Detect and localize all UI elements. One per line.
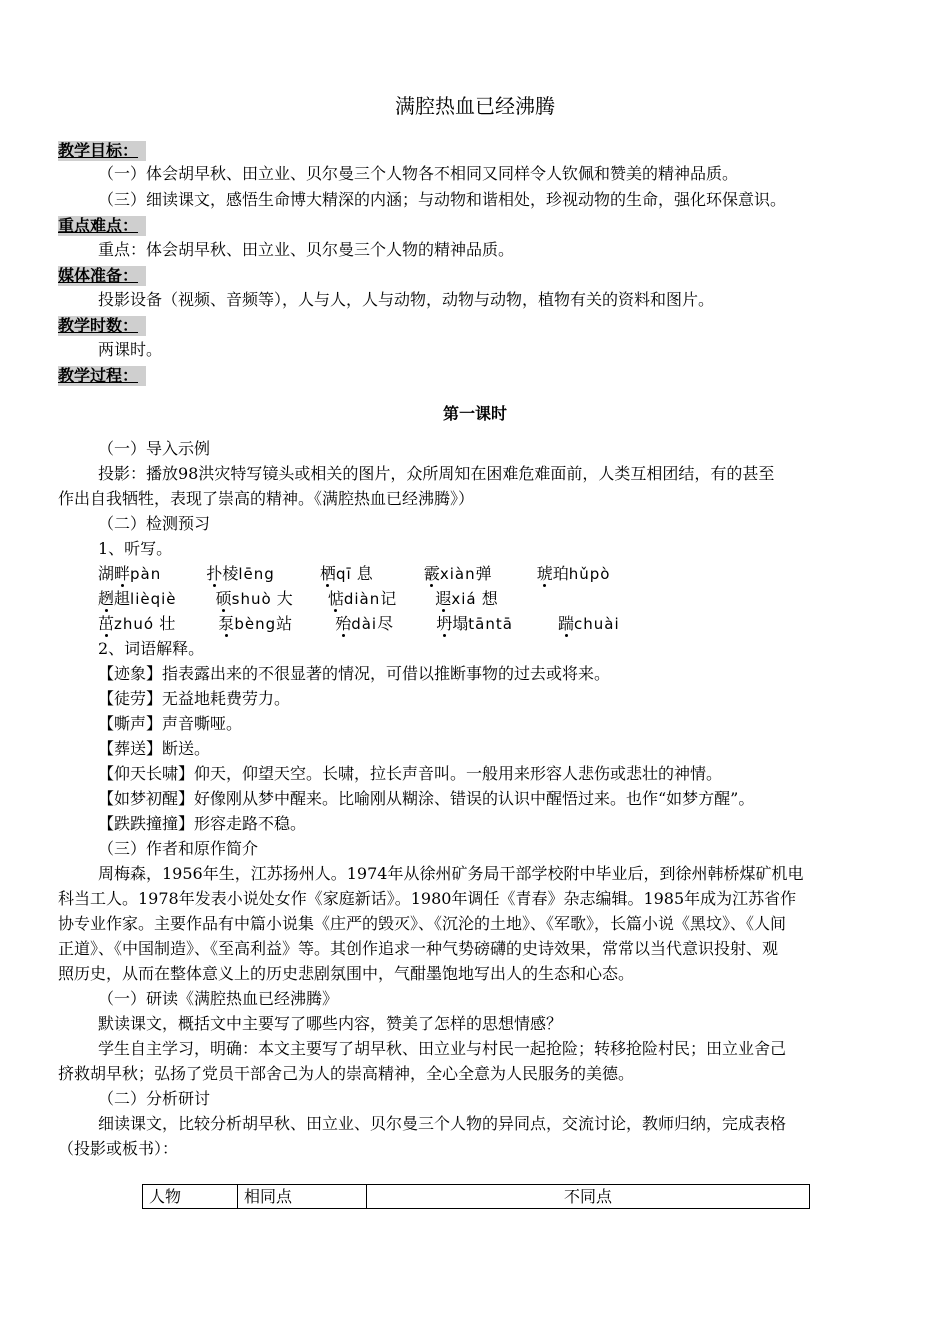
word-shuoda: 硕shuò 大 xyxy=(215,589,293,608)
author-label: （三）作者和原作简介 xyxy=(98,839,259,858)
pinyin-row-3 xyxy=(98,613,620,635)
author-text-2: 科当工人。1978年发表小说处女作《家庭新话》。1980年调任《青春》杂志编辑。1985年成为江苏省作 xyxy=(58,889,797,908)
intro-label: （一）导入示例 xyxy=(98,439,211,458)
heading-process: 教学过程： xyxy=(58,366,146,386)
study-question: 默读课文，概括文中主要写了哪些内容，赞美了怎样的思想情感？ xyxy=(98,1014,563,1033)
vocab-item: 【迹象】指表露出来的不很显著的情况，可借以推断事物的过去或将来。 xyxy=(98,664,611,683)
study-label: （一）研读《满腔热血已经沸腾》 xyxy=(98,989,339,1008)
vocab-item: 【徒劳】无益地耗费劳力。 xyxy=(98,689,291,708)
word-dianji: 惦diàn记 xyxy=(327,589,397,608)
word-qixi: 栖qī 息 xyxy=(319,564,373,583)
analysis-text-2: （投影或板书）： xyxy=(58,1139,179,1158)
author-text-5: 照历史，从而在整体意义上的历史悲剧氛围中，气酣墨饱地写出人的生态和心态。 xyxy=(58,964,635,983)
word-daijin: 殆dài尽 xyxy=(335,614,394,633)
word-chuai: 踹chuài xyxy=(558,614,620,633)
table-header-person: 人物 xyxy=(143,1185,238,1209)
table-header-diff: 不同点 xyxy=(367,1185,810,1209)
vocab-item: 【如梦初醒】好像刚从梦中醒来。比喻刚从糊涂、错误的认识中醒悟过来。也作“如梦方醒”。 xyxy=(98,789,755,808)
author-text-4: 正道》、《中国制造》、《至高利益》等。其创作追求一种气势磅礴的史诗效果，常常以当代意识投射、观 xyxy=(58,939,779,958)
vocab-item: 【跌跌撞撞】形容走路不稳。 xyxy=(98,814,307,833)
word-xiaxiang: 遐xiá 想 xyxy=(435,589,498,608)
heading-hours: 教学时数： xyxy=(58,316,146,336)
word-hupan: 湖畔pàn xyxy=(98,564,162,583)
comparison-table xyxy=(142,1184,810,1209)
word-puleng: 扑棱lēng xyxy=(206,564,275,583)
heading-goals: 教学目标： xyxy=(58,141,146,161)
dictation-label: 1、听写。 xyxy=(98,539,173,558)
intro-text-2: 作出自我牺牲，表现了崇高的精神。《满腔热血已经沸腾》） xyxy=(58,489,475,508)
lesson-one-title: 第一课时 xyxy=(442,404,507,423)
media-text: 投影设备（视频、音频等），人与人，人与动物，动物与动物，植物有关的资料和图片。 xyxy=(98,290,715,309)
vocab-item: 【葬送】断送。 xyxy=(98,739,211,758)
page-title: 满腔热血已经沸腾 xyxy=(395,94,555,118)
word-hupo: 琥珀hǔpò xyxy=(536,564,611,583)
intro-text-1: 投影：播放98洪灾特写镜头或相关的图片，众所周知在困难危难面前，人类互相团结，有的甚至 xyxy=(98,464,775,483)
word-bengzhan: 泵bèng站 xyxy=(218,614,293,633)
word-zhuozhuang: 茁zhuó 壮 xyxy=(98,614,176,633)
table-header-row xyxy=(143,1185,810,1209)
pinyin-row-1 xyxy=(98,563,610,585)
goal-2: （三）细读课文，感悟生命博大精深的内涵；与动物和谐相处，珍视动物的生命，强化环保意识。 xyxy=(98,190,787,209)
vocab-item: 【仰天长啸】仰天，仰望天空。长啸，拉长声音叫。一般用来形容人悲伤或悲壮的神情。 xyxy=(98,764,723,783)
author-text-3: 协专业作家。主要作品有中篇小说集《庄严的毁灭》、《沉沦的土地》、《军歌》，长篇小说《黑坟》、《人间 xyxy=(58,914,787,933)
table-header-same: 相同点 xyxy=(238,1185,367,1209)
analysis-text-1: 细读课文，比较分析胡早秋、田立业、贝尔曼三个人物的异同点，交流讨论，教师归纳，完成表格 xyxy=(98,1114,787,1133)
key-point: 重点：体会胡早秋、田立业、贝尔曼三个人物的精神品质。 xyxy=(98,240,515,259)
hours-text: 两课时。 xyxy=(98,340,163,359)
analysis-label: （二）分析研讨 xyxy=(98,1089,211,1108)
goal-1: （一）体会胡早秋、田立业、贝尔曼三个人物各不相同又同样令人钦佩和赞美的精神品质。 xyxy=(98,164,739,183)
study-answer-1: 学生自主学习，明确：本文主要写了胡早秋、田立业与村民一起抢险；转移抢险村民；田立业舍己 xyxy=(98,1039,787,1058)
vocab-label: 2、词语解释。 xyxy=(98,639,205,658)
heading-key: 重点难点： xyxy=(58,216,146,236)
word-xiandan: 霰xiàn弹 xyxy=(423,564,492,583)
vocab-item: 【嘶声】声音嘶哑。 xyxy=(98,714,243,733)
word-lieqie: 趔趄lièqiè xyxy=(98,589,177,608)
check-label: （二）检测预习 xyxy=(98,514,211,533)
author-text-1: 周梅森，1956年生，江苏扬州人。1974年从徐州矿务局干部学校附中毕业后，到徐州韩桥煤矿机电 xyxy=(98,864,804,883)
heading-media: 媒体准备： xyxy=(58,266,146,286)
word-tanta: 坍塌tāntā xyxy=(436,614,513,633)
pinyin-row-2 xyxy=(98,588,498,610)
study-answer-2: 挤救胡早秋；弘扬了党员干部舍己为人的崇高精神，全心全意为人民服务的美德。 xyxy=(58,1064,635,1083)
